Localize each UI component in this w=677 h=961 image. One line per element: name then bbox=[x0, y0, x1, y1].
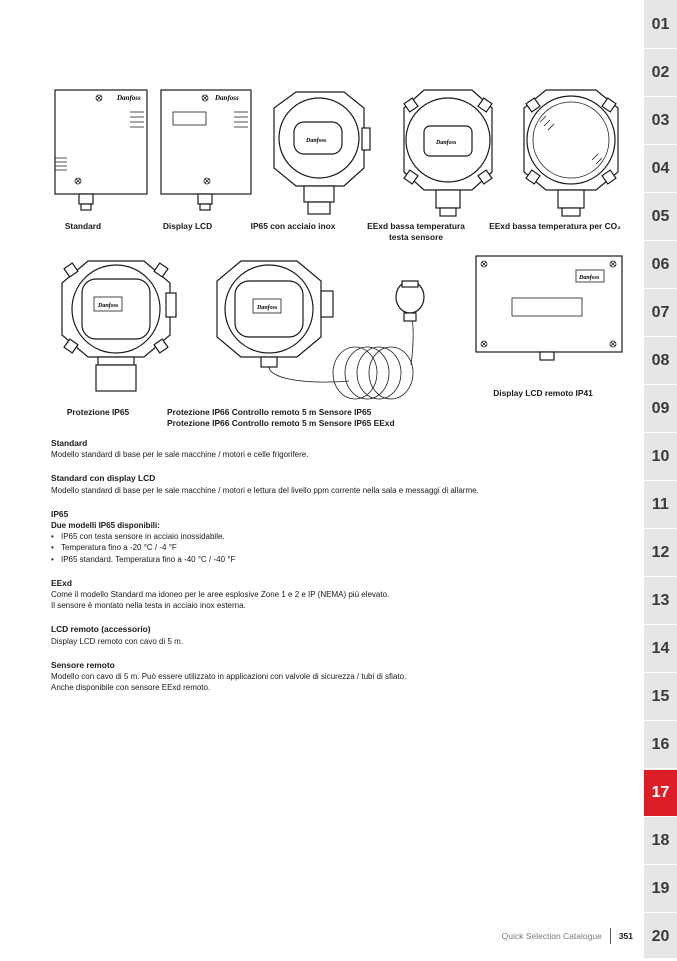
chapter-tab-20[interactable]: 20 bbox=[644, 914, 677, 961]
list-item: • IP65 standard. Temperatura fino a -40 °C / -40 °F bbox=[51, 554, 631, 565]
footer-divider bbox=[610, 928, 611, 944]
section-text: Display LCD remoto con cavo di 5 m. bbox=[51, 636, 184, 646]
chapter-tab-01[interactable]: 01 bbox=[644, 2, 677, 49]
catalogue-name: Quick Selection Catalogue bbox=[501, 931, 602, 941]
section-text: Modello standard di base per le sale macchine / motori e lettura del livello ppm corrente nella sala e messaggi di allarme. bbox=[51, 485, 479, 495]
caption-ip66-line1: Protezione IP66 Controllo remoto 5 m Sensore IP65 bbox=[167, 407, 372, 417]
section-text: Modello con cavo di 5 m. Può essere utilizzato in applicazioni con valvole di sicurezza / tubi di sfiato. bbox=[51, 672, 407, 682]
chapter-tab-10[interactable]: 10 bbox=[644, 434, 677, 481]
danfoss-logo: Danfoss bbox=[215, 94, 239, 102]
danfoss-logo: Danfoss bbox=[98, 303, 119, 309]
section-remote-sensor bbox=[51, 660, 631, 694]
caption-eexd-low-temp bbox=[356, 221, 476, 243]
figure-protezione-ip65 bbox=[58, 255, 178, 405]
section-ip65 bbox=[51, 509, 631, 565]
chapter-tab-06[interactable]: 06 bbox=[644, 242, 677, 289]
figure-display-remote bbox=[474, 254, 626, 364]
figure-standard bbox=[50, 86, 150, 216]
section-text: Il sensore è montato nella testa in acciaio inox esterna. bbox=[51, 601, 246, 611]
chapter-tab-17[interactable]: 17 bbox=[644, 770, 677, 817]
section-title: IP65 bbox=[51, 508, 69, 519]
section-lcd-remote bbox=[51, 624, 631, 646]
danfoss-logo: Danfoss bbox=[306, 138, 327, 144]
chapter-tab-11[interactable]: 11 bbox=[644, 482, 677, 529]
caption-display-remote: Display LCD remoto IP41 bbox=[493, 388, 593, 398]
chapter-tab-04[interactable]: 04 bbox=[644, 146, 677, 193]
danfoss-logo: Danfoss bbox=[579, 275, 600, 281]
section-subtitle: Due modelli IP65 disponibili: bbox=[51, 521, 160, 531]
figure-ip65-inox bbox=[268, 86, 372, 218]
caption-standard: Standard bbox=[64, 221, 102, 231]
section-text: Anche disponibile con sensore EExd remoto. bbox=[51, 683, 211, 693]
ip65-bullet-list bbox=[51, 531, 631, 565]
chapter-tab-05[interactable]: 05 bbox=[644, 194, 677, 241]
chapter-tab-14[interactable]: 14 bbox=[644, 626, 677, 673]
caption-eexd-line1: EExd bassa temperatura bbox=[367, 221, 465, 231]
list-item: • Temperatura fino a -20 °C / -4 °F bbox=[51, 542, 631, 553]
figure-ip66-remote bbox=[215, 255, 440, 405]
chapter-tab-18[interactable]: 18 bbox=[644, 818, 677, 865]
chapter-tab-07[interactable]: 07 bbox=[644, 290, 677, 337]
danfoss-logo: Danfoss bbox=[117, 94, 141, 102]
page-footer bbox=[502, 928, 633, 944]
chapter-tab-08[interactable]: 08 bbox=[644, 338, 677, 385]
chapter-tab-19[interactable]: 19 bbox=[644, 866, 677, 913]
chapter-tab-16[interactable]: 16 bbox=[644, 722, 677, 769]
figure-display-lcd bbox=[158, 86, 258, 216]
page-number: 351 bbox=[618, 931, 633, 941]
section-title: LCD remoto (accessorio) bbox=[51, 624, 151, 635]
section-standard bbox=[51, 438, 631, 460]
figure-eexd-co2 bbox=[516, 80, 626, 220]
caption-display-lcd: Display LCD bbox=[162, 221, 213, 231]
chapter-tab-12[interactable]: 12 bbox=[644, 530, 677, 577]
chapter-tab-02[interactable]: 02 bbox=[644, 50, 677, 97]
caption-eexd-co2: EExd bassa temperatura per CO₂ bbox=[489, 221, 621, 231]
caption-ip66-remote bbox=[167, 407, 427, 429]
chapter-tab-09[interactable]: 09 bbox=[644, 386, 677, 433]
caption-ip65-inox: IP65 con acciaio inox bbox=[250, 221, 336, 231]
danfoss-logo: Danfoss bbox=[436, 140, 457, 146]
section-eexd bbox=[51, 578, 631, 612]
danfoss-logo: Danfoss bbox=[257, 305, 278, 311]
section-text: Modello standard di base per le sale macchine / motori e celle frigorifere. bbox=[51, 450, 309, 460]
section-title: Sensore remoto bbox=[51, 659, 115, 670]
section-title: Standard con display LCD bbox=[51, 473, 156, 484]
caption-ip66-line2: Protezione IP66 Controllo remoto 5 m Sensore IP65 EExd bbox=[167, 418, 395, 428]
figure-eexd-low-temp bbox=[398, 80, 498, 220]
list-item: • IP65 con testa sensore in acciaio inossidabile. bbox=[51, 531, 631, 542]
caption-eexd-line2: testa sensore bbox=[389, 232, 443, 242]
description-content bbox=[51, 438, 631, 706]
section-title: EExd bbox=[51, 577, 72, 588]
chapter-tab-15[interactable]: 15 bbox=[644, 674, 677, 721]
section-standard-display bbox=[51, 473, 631, 495]
caption-protezione-ip65: Protezione IP65 bbox=[66, 407, 130, 417]
section-text: Come il modello Standard ma idoneo per le aree esplosive Zone 1 e 2 e IP (NEMA) più elevato. bbox=[51, 590, 390, 600]
chapter-tab-13[interactable]: 13 bbox=[644, 578, 677, 625]
section-title: Standard bbox=[51, 438, 88, 448]
chapter-tab-03[interactable]: 03 bbox=[644, 98, 677, 145]
